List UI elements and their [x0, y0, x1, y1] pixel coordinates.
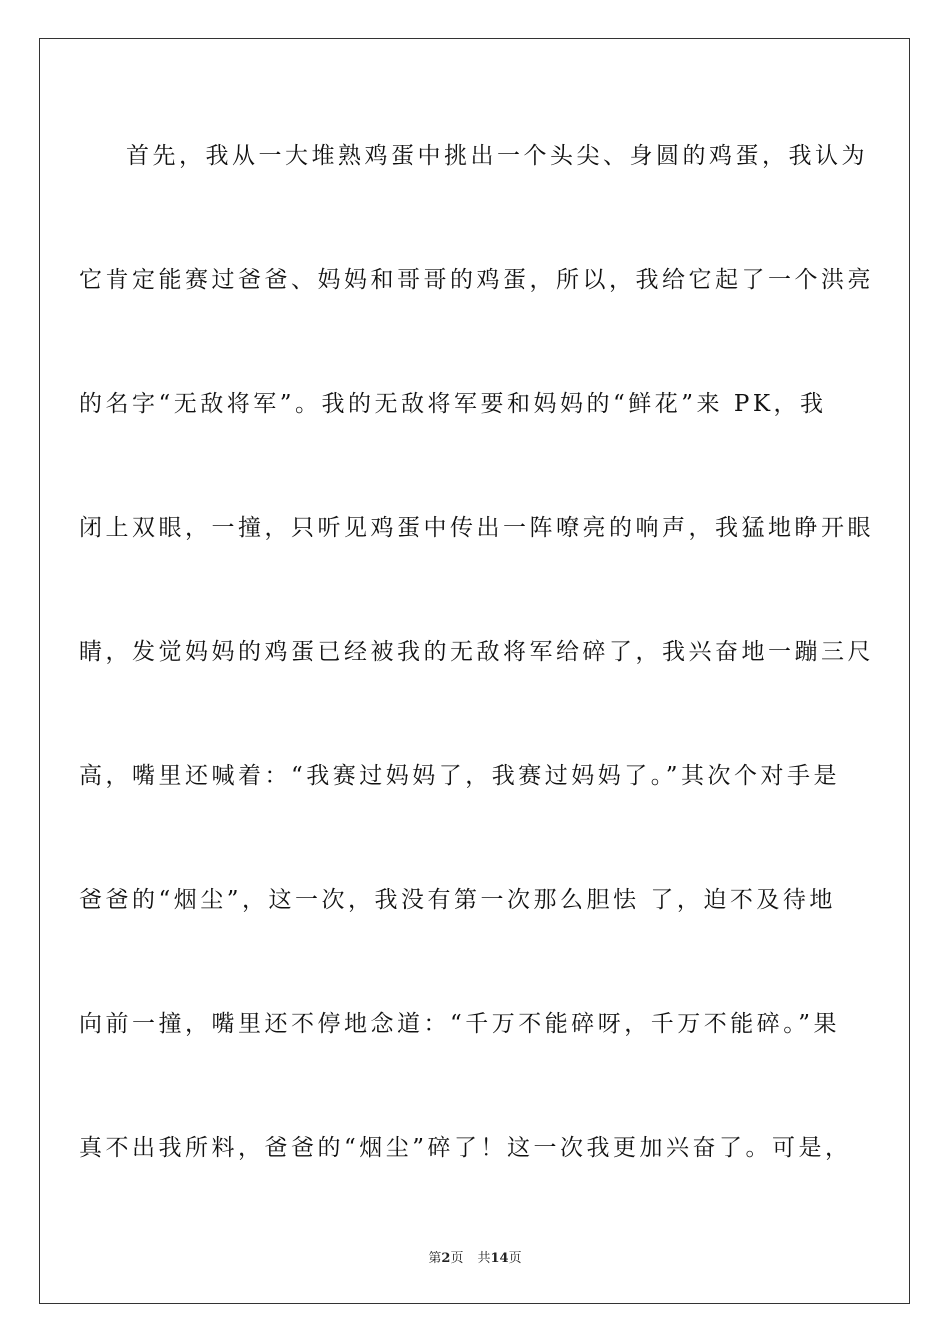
document-body [79, 94, 874, 1210]
text-line: 睛，发觉妈妈的鸡蛋已经被我的无敌将军给碎了，我兴奋地一蹦三尺 [79, 639, 874, 665]
page-number: 2 [441, 1251, 451, 1266]
text-line: 向前一撞，嘴里还不停地念道：“千万不能碎呀，千万不能碎。”果 [79, 1011, 841, 1037]
text-line: 首先，我从一大堆熟鸡蛋中挑出一个头尖、身圆的鸡蛋，我认为 [126, 143, 868, 169]
page-label-suffix: 页 [450, 1251, 464, 1266]
text-line: 的名字“无敌将军”。我的无敌将军要和妈妈的“鲜花”来 PK，我 [79, 391, 827, 417]
text-line: 它肯定能赛过爸爸、妈妈和哥哥的鸡蛋，所以，我给它起了一个洪亮 [79, 267, 874, 293]
text-line: 闭上双眼，一撞，只听见鸡蛋中传出一阵嘹亮的响声，我猛地睁开眼 [79, 515, 874, 541]
page-footer [0, 1247, 950, 1266]
page-label-prefix: 第 [428, 1251, 442, 1266]
text-line: 爸爸的“烟尘”，这一次，我没有第一次那么胆怯 了，迫不及待地 [79, 887, 836, 913]
total-label-suffix: 页 [508, 1251, 522, 1266]
total-label-prefix: 共 [477, 1251, 491, 1266]
text-line: 高，嘴里还喊着：“我赛过妈妈了，我赛过妈妈了。”其次个对手是 [79, 763, 841, 789]
total-pages: 14 [490, 1251, 509, 1266]
text-line: 真不出我所料，爸爸的“烟尘”碎了！这一次我更加兴奋了。可是， [79, 1135, 852, 1161]
